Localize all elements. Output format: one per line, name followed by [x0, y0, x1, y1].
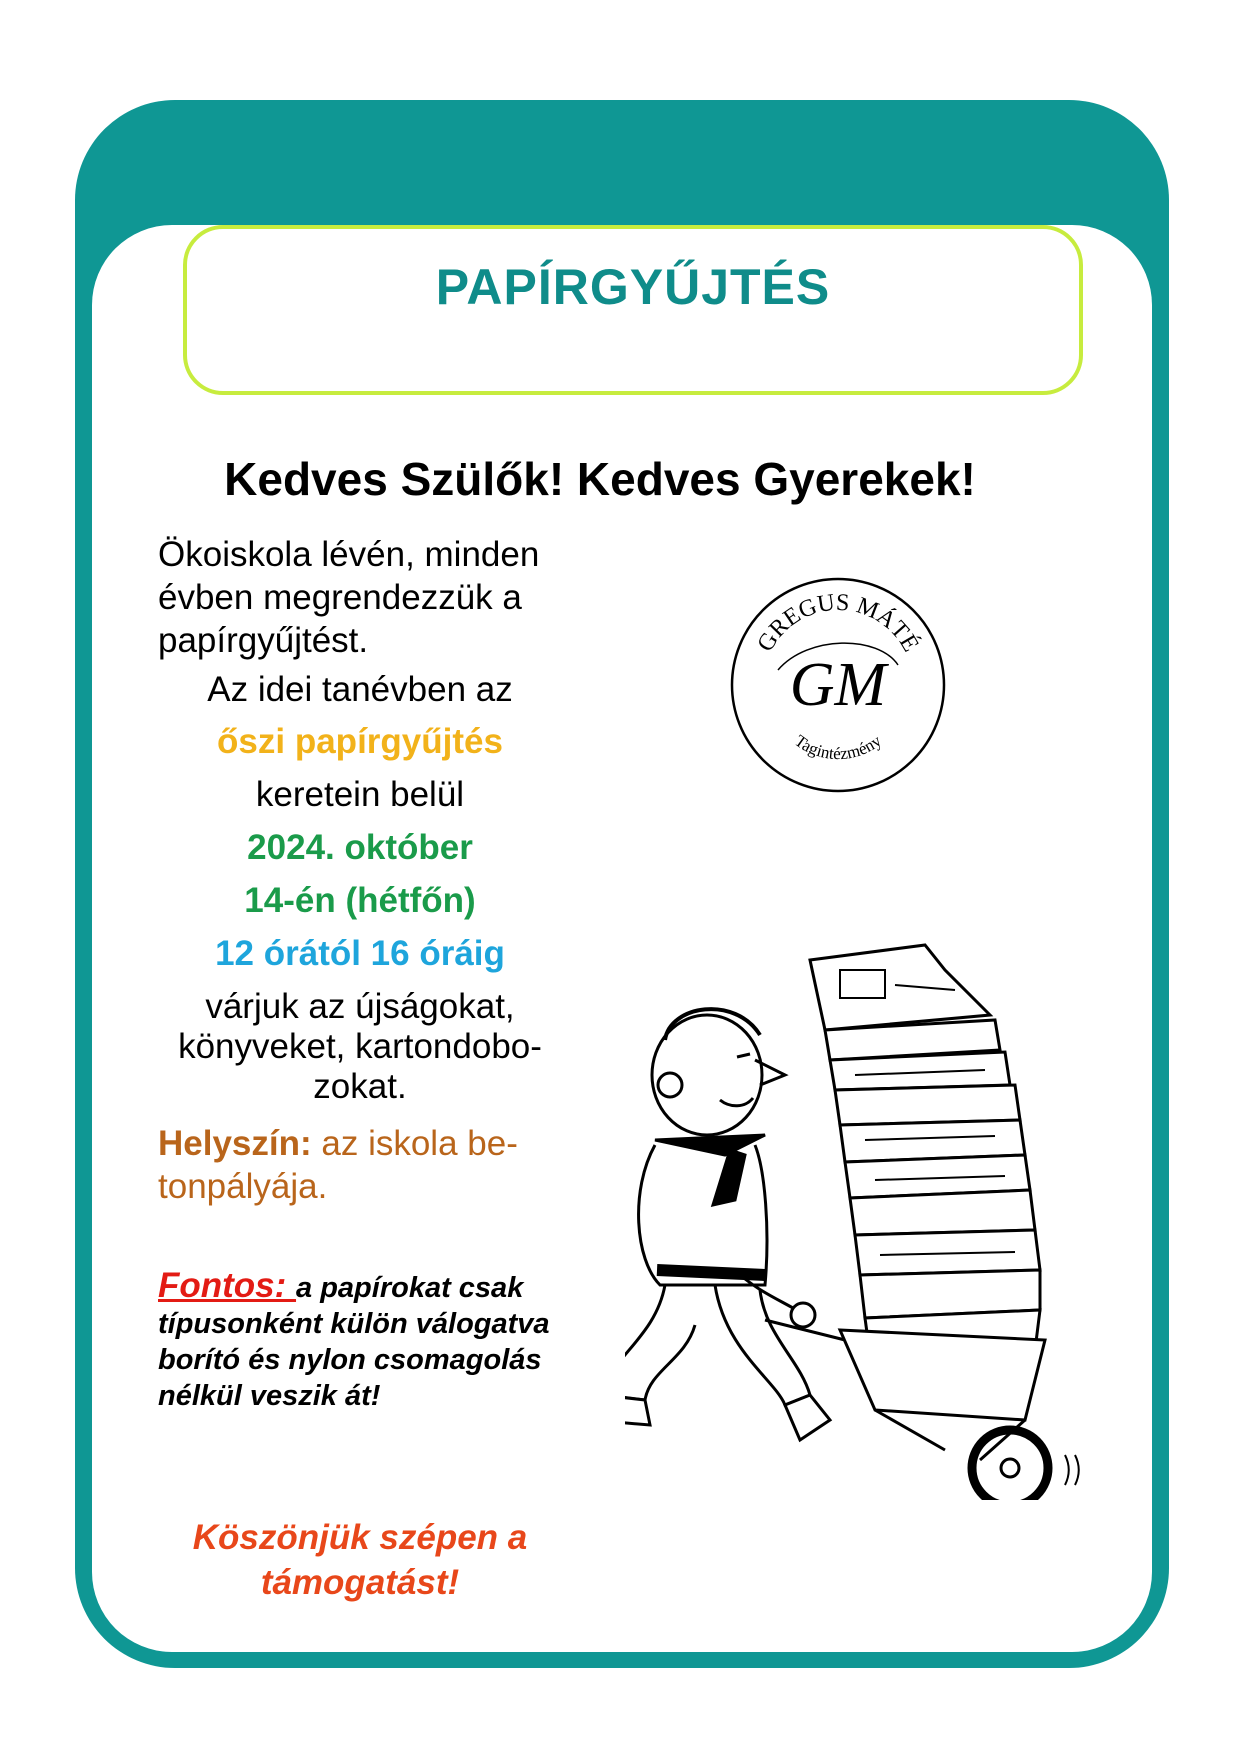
- greeting-heading: Kedves Szülők! Kedves Gyerekek!: [224, 453, 976, 505]
- line-expect-1: várjuk az újságokat,: [205, 987, 515, 1026]
- intro-text: Ökoiskola lévén, minden évben megrendezzük a papírgyűjtést.: [158, 535, 540, 660]
- important-note: [158, 1268, 598, 1414]
- thanks-text: [140, 1515, 580, 1605]
- seal-monogram: GM: [789, 651, 887, 719]
- seal-bottom-text: Tagintézmény: [791, 731, 885, 764]
- seal-top-text: GREGUS MÁTÉ: [752, 589, 924, 657]
- line-day: 14-én (hétfőn): [244, 881, 476, 920]
- line-date: 2024. október: [247, 828, 473, 867]
- school-seal-logo: [728, 575, 948, 795]
- line-this-year: Az idei tanévben az: [207, 670, 513, 709]
- page-title: PAPÍRGYŰJTÉS: [435, 259, 831, 315]
- thanks-line-1: Köszönjük szépen a: [192, 1518, 528, 1557]
- important-text: a papírokat csak típusonként külön válogatva borító és nylon csomagolás nélkül veszik át!: [158, 1272, 550, 1412]
- location-text: [158, 1122, 598, 1208]
- line-within: keretein belül: [255, 775, 465, 814]
- important-label: Fontos:: [158, 1266, 297, 1305]
- svg-text:GREGUS MÁTÉ: [752, 590, 923, 657]
- line-expect-3: zokat.: [313, 1067, 407, 1106]
- thanks-line-2: támogatást!: [260, 1563, 460, 1602]
- svg-text:Tagintézmény: [791, 731, 885, 763]
- line-autumn-collection: őszi papírgyűjtés: [217, 722, 503, 761]
- boy-wheelbarrow-illustration: [625, 940, 1085, 1500]
- location-label: Helyszín:: [158, 1124, 312, 1163]
- line-time: 12 órától 16 óráig: [215, 934, 505, 973]
- location-value: az iskola be-tonpályája.: [158, 1124, 518, 1206]
- line-expect-2: könyveket, kartondobo-: [178, 1027, 542, 1066]
